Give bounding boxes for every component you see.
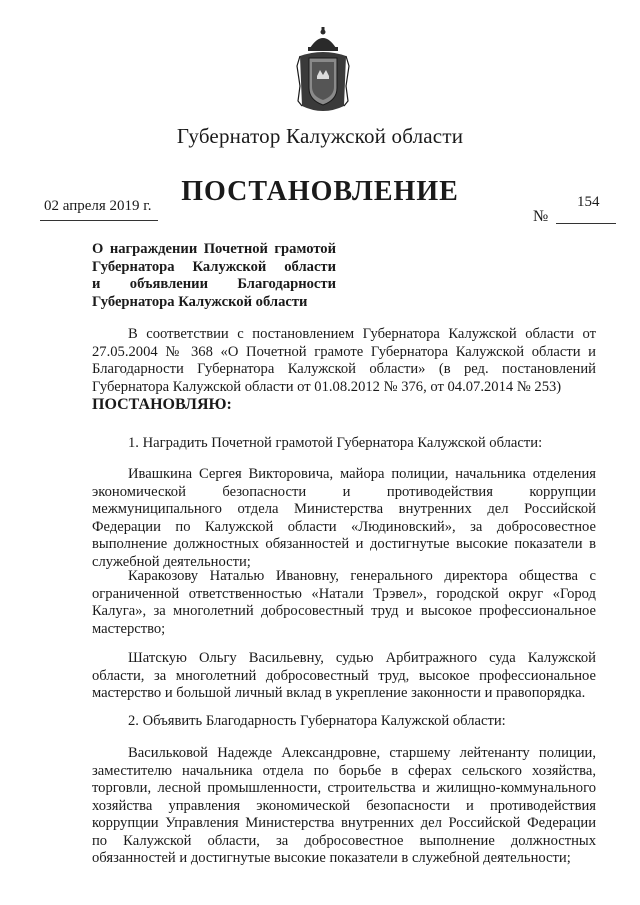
item-2-heading: 2. Объявить Благодарность Губернатора Калужской области:: [128, 713, 506, 729]
document-type-title: ПОСТАНОВЛЕНИЕ: [181, 176, 459, 207]
document-subject: [92, 241, 336, 311]
subject-line: О награждении Почетной грамотой: [92, 241, 336, 257]
subject-line: Губернатора Калужской области: [92, 293, 308, 310]
intro-text: В соответствии с постановлением Губернатора Калужской области от 27.05.2004 № 368 «О Почетной грамоте Губернатора Калужской области и Благодарности Губернатора Калужской области» (в ред. постановлений Губернатора Калужской области от 01.08.2012 № 376, от 04.07.2014 № 253): [92, 326, 596, 395]
award-paragraph-ivashkin: Ивашкина Сергея Викторовича, майора полиции, начальника отделения экономической безопасности и противодействия коррупции межмуниципального отдела Министерства внутренних дел Российской Федерации по Калужской области «Людиновский», за добросовестное выполнение должностных обязанностей и достигнутые высокие показатели в служебной деятельности;: [92, 466, 596, 570]
date-underline: [40, 220, 158, 221]
award-paragraph-shatskaya: Шатскую Ольгу Васильевну, судью Арбитражного суда Калужской области, за многолетний добросовестный труд, высокое профессиональное мастерство и большой личный вклад в укрепление законности и правопорядка.: [92, 650, 596, 701]
number-underline: [556, 223, 616, 224]
subject-line: Губернатора Калужской области: [92, 258, 336, 275]
number-sign: №: [533, 208, 549, 225]
document-number: 154: [577, 194, 600, 210]
subject-line: и объявлении Благодарности: [92, 276, 336, 292]
item-1-heading: 1. Наградить Почетной грамотой Губернатора Калужской области:: [128, 435, 543, 451]
document-date: 02 апреля 2019 г.: [44, 198, 152, 214]
thanks-paragraph-vasilkova: Васильковой Надежде Александровне, старшему лейтенанту полиции, заместителю начальника отдела по борьбе в сферах сельского хозяйства, торговли, лесной промышленности, строительства и жилищно-коммунального хозяйства управления экономической безопасности и противодействия коррупции Управления Министерства внутренних дел Российской Федерации по Калужской области, за добросовестное выполнение должностных обязанностей и достигнутые высокие показатели в служебной деятельности;: [92, 745, 596, 866]
decree-word: ПОСТАНОВЛЯЮ:: [92, 396, 232, 413]
award-paragraph-karakozova: Каракозову Наталью Ивановну, генерального директора общества с ограниченной ответственностью «Натали Трэвел», городской округ «Город Калуга», за многолетний добросовестный труд и высокое профессиональное мастерство;: [92, 568, 596, 637]
intro-paragraph: [92, 326, 596, 415]
issuing-authority: Губернатор Калужской области: [176, 124, 464, 148]
kaluga-coat-of-arms-icon: [296, 26, 350, 116]
